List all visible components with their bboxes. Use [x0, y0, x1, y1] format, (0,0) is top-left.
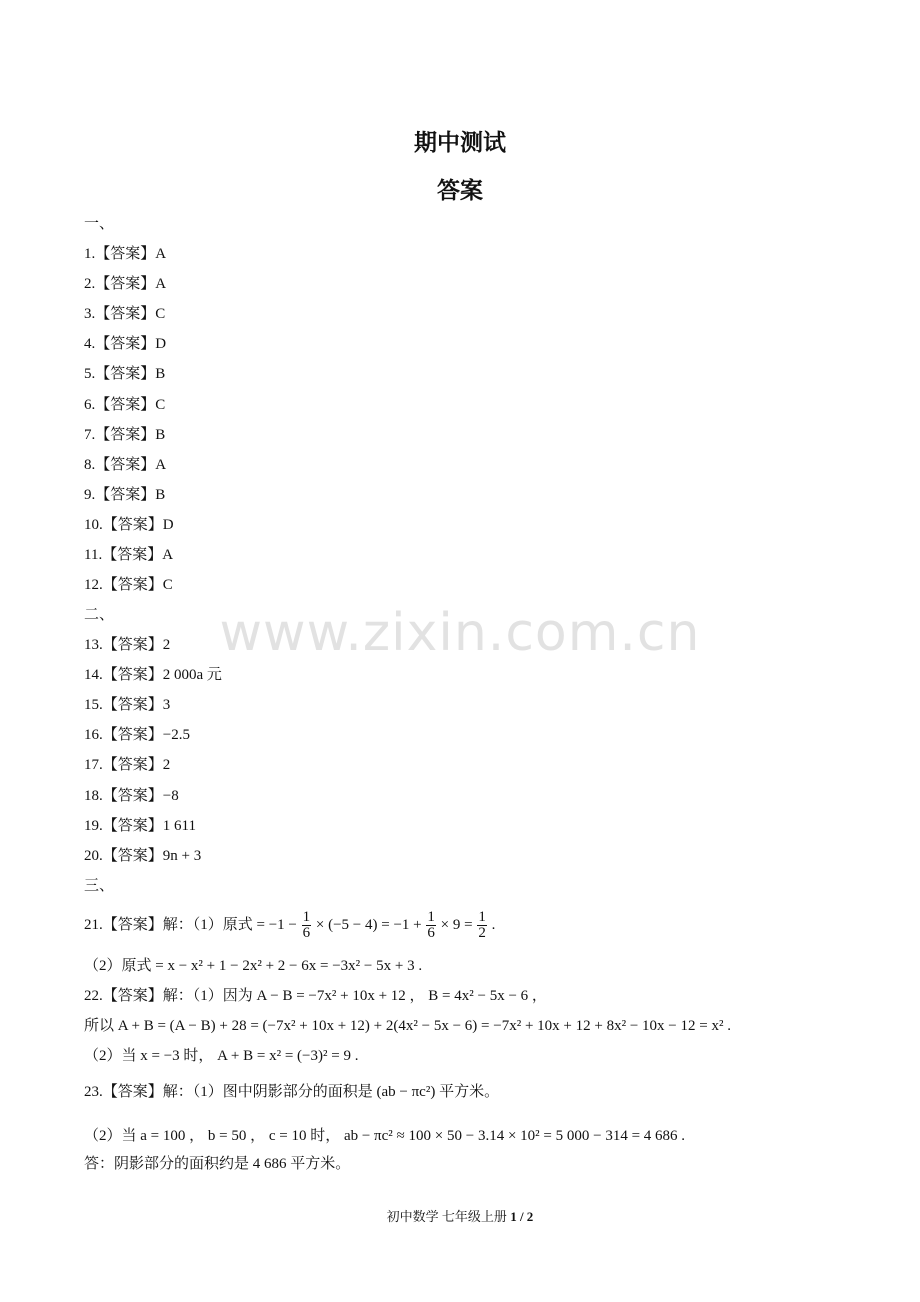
fraction: $\frac{1}{6}$: [302, 909, 311, 941]
fraction: $\frac{1}{6}$: [427, 909, 435, 941]
q21-line1: 21.【答案】解：（1）原式 = −1 − $\frac{1}{6}$ × (−5 − 4) = −1 + $\frac{1}{6}$ × 9 = $\frac{1}{2}$ .: [84, 909, 496, 941]
answer-item: 14.【答案】2 000a 元: [84, 667, 222, 684]
answer-item: 13.【答案】2: [84, 637, 171, 653]
q23-line2: （2）当 a = 100 ， b = 50 ， c = 10 时， ab − πc² ≈ 100 × 50 − 3.14 × 10² = 5 000 − 314 = 4 686 .: [84, 1128, 686, 1144]
section-label-1: 一、: [84, 216, 115, 232]
answer-item: 6.【答案】C: [84, 396, 166, 413]
answer-item: 11.【答案】A: [84, 547, 174, 563]
q22-line3: （2）当 x = −3 时， A + B = x² = (−3)² = 9 .: [84, 1048, 359, 1064]
page-number: 1 / 2: [510, 1209, 534, 1224]
answer-item: 12.【答案】C: [84, 577, 173, 594]
answer-item: 18.【答案】−8: [84, 787, 179, 804]
fraction: $\frac{1}{2}$: [478, 909, 486, 941]
answer-item: 10.【答案】D: [84, 516, 174, 533]
answer-item: 3.【答案】C: [84, 306, 166, 323]
section-label-3: 三、: [84, 878, 115, 894]
page-subtitle: 答案: [437, 178, 483, 204]
q23-line3: 答：阴影部分的面积约是 4 686 平方米。: [84, 1156, 351, 1172]
section-label-2: 二、: [84, 607, 115, 623]
watermark: www.zixin.com.cn: [219, 603, 701, 663]
answer-item: 19.【答案】1 611: [84, 817, 196, 834]
answer-item: 16.【答案】−2.5: [84, 727, 190, 744]
answer-item: 5.【答案】B: [84, 366, 166, 383]
page-title: 期中测试: [414, 130, 506, 156]
answer-item: 20.【答案】9n + 3: [84, 847, 202, 864]
answer-item: 9.【答案】B: [84, 486, 166, 503]
q22-line2: 所以 A + B = (A − B) + 28 = (−7x² + 10x + 12) + 2(4x² − 5x − 6) = −7x² + 10x + 12 + 8x² − 10x − 12 = x² .: [84, 1018, 731, 1034]
q22-line1: 22.【答案】解：（1）因为 A − B = −7x² + 10x + 12 ， B = 4x² − 5x − 6 ，: [84, 988, 547, 1004]
q21-line2: （2）原式 = x − x² + 1 − 2x² + 2 − 6x = −3x² − 5x + 3 .: [84, 958, 423, 974]
q23-line1: 23.【答案】解：（1）图中阴影部分的面积是 (ab − πc²) 平方米。: [84, 1084, 500, 1100]
answer-item: 4.【答案】D: [84, 336, 167, 353]
answer-item: 1.【答案】A: [84, 246, 167, 262]
answer-item: 2.【答案】A: [84, 276, 167, 293]
answer-item: 17.【答案】2: [84, 757, 171, 774]
footer-text: 初中数学 七年级上册: [386, 1209, 507, 1224]
answer-item: 8.【答案】A: [84, 456, 167, 473]
answer-item: 7.【答案】B: [84, 426, 166, 443]
answer-item: 15.【答案】3: [84, 697, 171, 714]
page-footer: [0, 1206, 920, 1225]
